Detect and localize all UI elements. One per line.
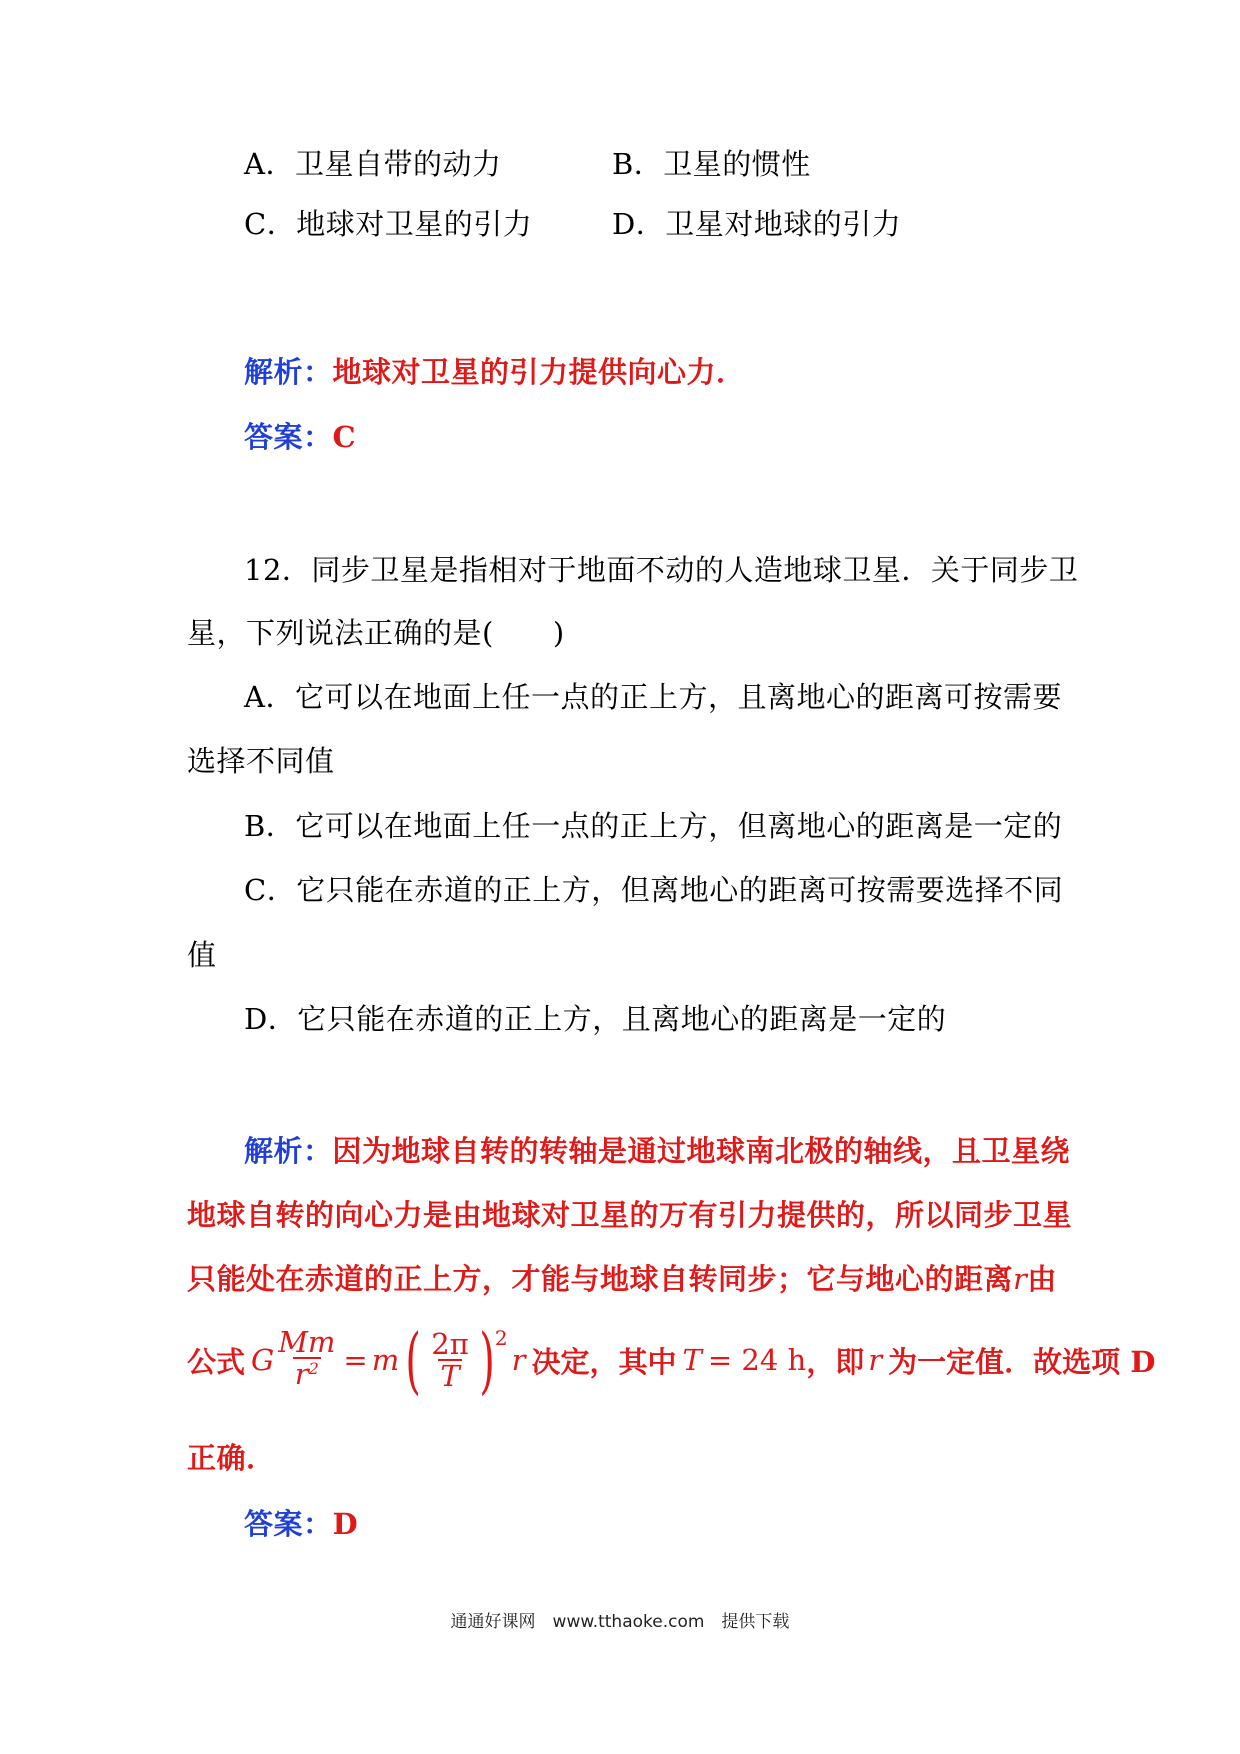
q12-analysis-line2: 地球自转的向心力是由地球对卫星的万有引力提供的，所以同步卫星 [187,1198,1073,1232]
formula-r: r [511,1343,526,1377]
q11-option-a: A．卫星自带的动力 [244,147,502,181]
formula-g: G [251,1343,275,1377]
formula-exponent: 2 [494,1326,508,1350]
formula-suffix-1: 决定，其中 [531,1344,677,1379]
q11-answer [244,417,356,457]
formula-t-value: = 24 h [707,1343,807,1377]
q12-analysis-line5: 正确． [187,1441,276,1475]
formula-m: m [371,1343,400,1377]
q12-analysis-line1: 解析：因为地球自转的转轴是通过地球南北极的轴线，且卫星绕 [244,1134,1071,1168]
formula-suffix-2: ，即 [806,1344,865,1379]
analysis-label: 解析： [244,355,333,389]
q12-option-c-line2: 值 [187,938,217,972]
answer-value: C [332,420,357,454]
q12-stem-line2: 星，下列说法正确的是( ) [187,616,565,650]
q12-option-a-line2: 选择不同值 [187,744,335,778]
page-footer: 通通好课网 www.tthaoke.com 提供下载 [450,1612,790,1632]
formula-prefix: 公式 [187,1344,246,1379]
formula-t: T [682,1343,702,1377]
formula-r2: r [868,1343,883,1377]
q11-option-c: C．地球对卫星的引力 [244,207,533,241]
q12-option-a-line1: A．它可以在地面上任一点的正上方，且离地心的距离可按需要 [244,680,1062,714]
q12-stem-line1: 12．同步卫星是指相对于地面不动的人造地球卫星．关于同步卫 [244,553,1079,587]
q12-option-c-line1: C．它只能在赤道的正上方，但离地心的距离可按需要选择不同 [244,873,1064,907]
left-paren: ( [405,1318,421,1402]
right-paren: ) [479,1318,495,1402]
formula-suffix-3: 为一定值．故选项 D [888,1344,1156,1379]
q12-option-d: D．它只能在赤道的正上方，且离地心的距离是一定的 [244,1002,947,1036]
q11-option-b: B．卫星的惯性 [612,147,811,181]
q12-answer [244,1504,358,1544]
q12-analysis-line3: 只能处在赤道的正上方，才能与地球自转同步；它与地心的距离r由 [187,1262,1057,1296]
q11-option-d: D．卫星对地球的引力 [612,207,902,241]
answer-label: 答案： [244,1507,333,1541]
formula-fraction-2pi-t: $\frac{2\pi}{T}$ [431,1327,469,1393]
formula-fraction-mm-r2: $\frac{Mm}{r^2}$ [276,1327,337,1394]
answer-value: D [332,1507,359,1541]
q11-analysis [244,352,746,392]
q12-option-b: B．它可以在地面上任一点的正上方，但离地心的距离是一定的 [244,809,1063,843]
analysis-text: 地球对卫星的引力提供向心力． [332,355,746,389]
analysis-label: 解析： [244,1134,333,1168]
answer-label: 答案： [244,420,333,454]
q12-formula-line [187,1320,1155,1400]
formula-equals: = [343,1343,368,1377]
